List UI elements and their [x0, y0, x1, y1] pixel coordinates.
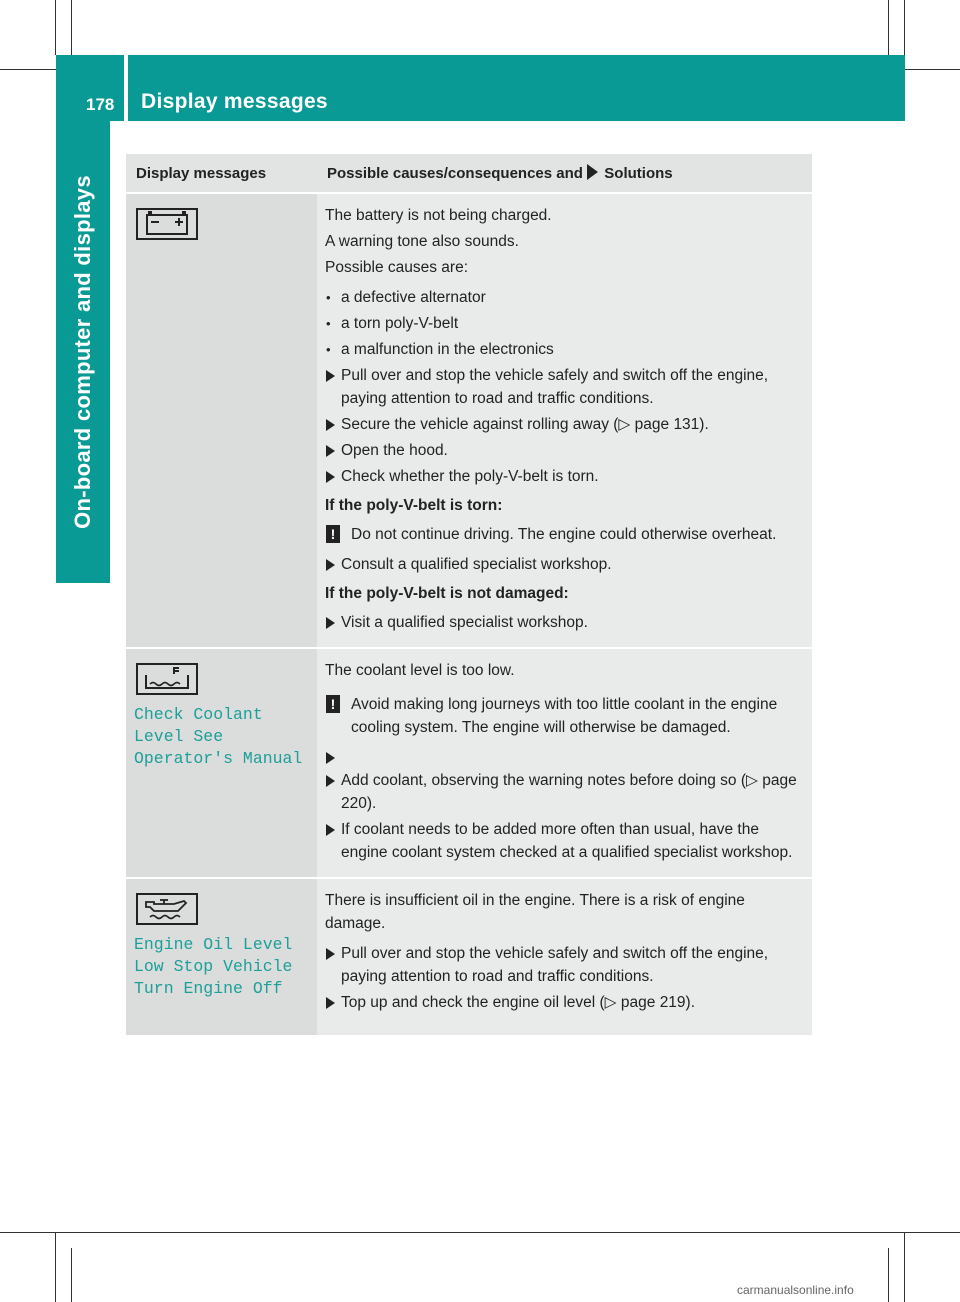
table-row: [126, 878, 812, 1036]
header-divider: [124, 55, 128, 121]
action-step: Consult a qualified specialist workshop.: [325, 553, 804, 576]
solutions-cell: [317, 878, 812, 1036]
warning-icon: !: [326, 525, 340, 543]
crop-mark: [55, 1232, 56, 1302]
crop-mark: [888, 1248, 889, 1302]
warning-text: Avoid making long journeys with too little coolant in the engine cooling system. The engine will otherwise be damaged.: [351, 696, 778, 736]
action-step: Check whether the poly-V-belt is torn.: [325, 465, 804, 488]
display-message-cell: [126, 648, 317, 878]
crop-mark: [888, 0, 889, 55]
display-line: Engine Oil Level: [134, 935, 293, 954]
coolant-icon: [136, 663, 198, 695]
column-header-text: Possible causes/consequences and: [327, 165, 583, 182]
warning-icon: !: [326, 695, 340, 713]
table-row: [126, 193, 812, 648]
warning-text: Do not continue driving. The engine could otherwise overheat.: [351, 526, 777, 543]
text-line: There is insufficient oil in the engine. There is a risk of engine damage.: [325, 892, 745, 932]
bullet-item: • a torn poly-V-belt: [325, 312, 804, 335]
display-message-cell: [126, 878, 317, 1036]
column-header-text-solutions: Solutions: [604, 165, 673, 182]
warning-note: [325, 523, 804, 546]
oil-can-icon: [136, 893, 198, 925]
page-title: Display messages: [141, 90, 328, 113]
subheading: If the poly-V-belt is not damaged:: [325, 585, 569, 602]
text-line: A warning tone also sounds.: [325, 233, 519, 250]
action-step: Visit a qualified specialist workshop.: [325, 611, 804, 634]
text-line: Possible causes are:: [325, 259, 469, 276]
action-step: Open the hood.: [325, 439, 804, 462]
action-step: Top up and check the engine oil level (▷ page 219).: [325, 991, 804, 1014]
action-step: [325, 746, 804, 766]
subheading: If the poly-V-belt is torn:: [325, 497, 503, 514]
crop-mark: [0, 1232, 960, 1233]
display-message-cell: [126, 193, 317, 648]
action-step: Pull over and stop the vehicle safely and switch off the engine, paying attention to road and traffic conditions.: [325, 942, 804, 988]
warning-note: [325, 693, 804, 739]
display-line: Low Stop Vehicle: [134, 957, 293, 976]
table-row: [126, 648, 812, 878]
crop-mark: [71, 1248, 72, 1302]
display-text: [134, 704, 309, 770]
text-line: The coolant level is too low.: [325, 662, 515, 679]
crop-mark: [71, 0, 72, 55]
display-line: Turn Engine Off: [134, 979, 283, 998]
solutions-cell: [317, 193, 812, 648]
bullet-item: • a defective alternator: [325, 286, 804, 309]
display-messages-table: [126, 154, 812, 1037]
action-step: Add coolant, observing the warning notes before doing so (▷ page 220).: [325, 769, 804, 815]
action-step: If coolant needs to be added more often than usual, have the engine coolant system checked at a qualified specialist workshop.: [325, 818, 804, 864]
crop-mark: [904, 0, 905, 55]
table-header-row: [126, 154, 812, 193]
display-line: Level See: [134, 727, 224, 746]
display-line: Operator's Manual: [134, 749, 303, 768]
column-header-causes-solutions: [317, 154, 812, 193]
battery-icon: [136, 208, 198, 240]
display-text: [134, 934, 309, 1000]
text-line: The battery is not being charged.: [325, 207, 552, 224]
section-label: On-board computer and displays: [70, 175, 95, 529]
page-number: 178: [86, 95, 115, 114]
solutions-arrow-icon: [587, 164, 598, 180]
action-step: Secure the vehicle against rolling away (▷ page 131).: [325, 413, 804, 436]
crop-mark: [55, 0, 56, 55]
bullet-item: • a malfunction in the electronics: [325, 338, 804, 361]
column-header-display-messages: Display messages: [126, 154, 317, 193]
action-step: Pull over and stop the vehicle safely and switch off the engine, paying attention to road and traffic conditions.: [325, 364, 804, 410]
crop-mark: [904, 1232, 905, 1302]
watermark: carmanualsonline.info: [737, 1283, 854, 1297]
solutions-cell: [317, 648, 812, 878]
display-line: Check Coolant: [134, 705, 263, 724]
